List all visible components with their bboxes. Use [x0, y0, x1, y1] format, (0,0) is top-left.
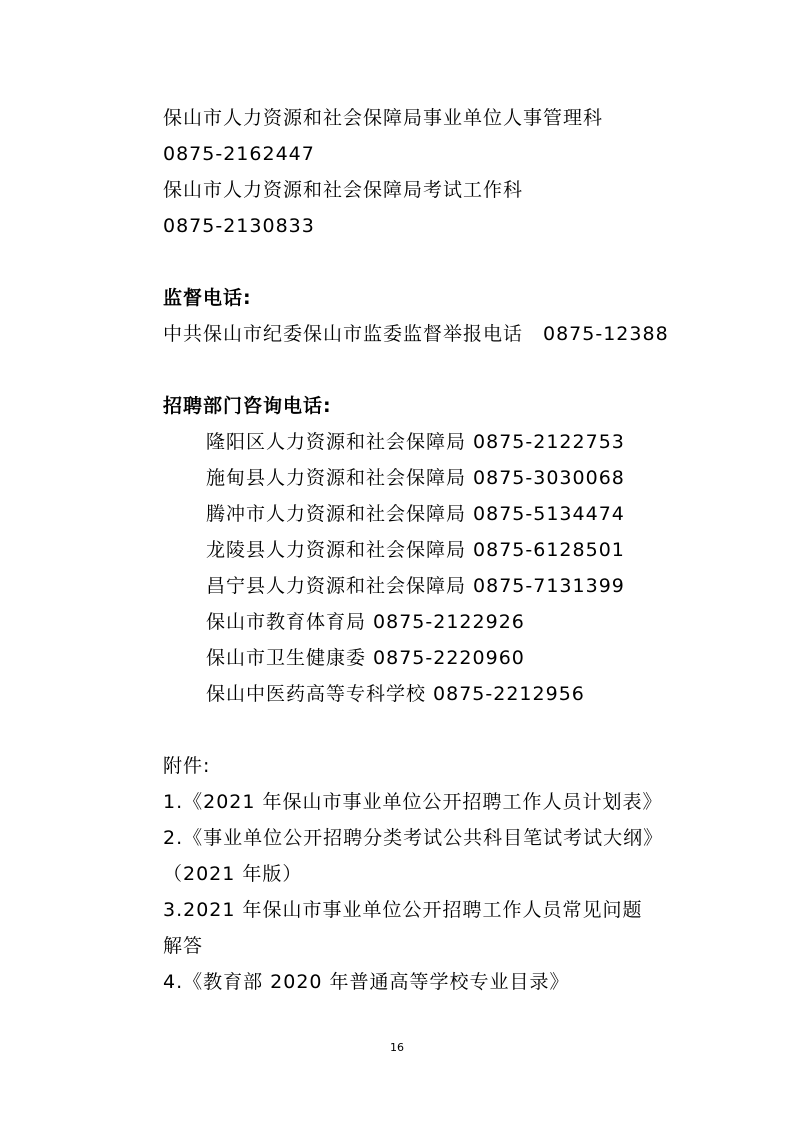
- recruiting-item: 保山市教育体育局 0875-2122926: [206, 611, 525, 633]
- attachment-line: 1.《2021 年保山市事业单位公开招聘工作人员计划表》: [163, 791, 663, 813]
- contact-phone-2: 0875-2130833: [163, 215, 315, 237]
- attachments-heading: 附件:: [163, 755, 211, 777]
- contact-phone-1: 0875-2162447: [163, 143, 315, 165]
- recruiting-heading: 招聘部门咨询电话:: [163, 395, 332, 417]
- recruiting-item: 隆阳区人力资源和社会保障局 0875-2122753: [206, 431, 625, 453]
- recruiting-item: 施甸县人力资源和社会保障局 0875-3030068: [206, 467, 625, 489]
- recruiting-item: 保山市卫生健康委 0875-2220960: [206, 647, 525, 669]
- contact-org-1: 保山市人力资源和社会保障局事业单位人事管理科: [163, 107, 604, 129]
- attachment-line: （2021 年版）: [163, 863, 303, 885]
- recruiting-item: 保山中医药高等专科学校 0875-2212956: [206, 683, 585, 705]
- attachment-line: 解答: [163, 935, 204, 957]
- recruiting-item: 腾冲市人力资源和社会保障局 0875-5134474: [206, 503, 625, 525]
- attachment-line: 2.《事业单位公开招聘分类考试公共科目笔试考试大纲》: [163, 827, 664, 849]
- supervision-text: 中共保山市纪委保山市监委监督举报电话 0875-12388: [163, 323, 669, 345]
- recruiting-item: 昌宁县人力资源和社会保障局 0875-7131399: [206, 575, 625, 597]
- supervision-heading: 监督电话:: [163, 287, 252, 309]
- contact-org-2: 保山市人力资源和社会保障局考试工作科: [163, 179, 524, 201]
- attachment-line: 4.《教育部 2020 年普通高等学校专业目录》: [163, 971, 570, 993]
- recruiting-item: 龙陵县人力资源和社会保障局 0875-6128501: [206, 539, 625, 561]
- page-number: 16: [390, 1041, 404, 1054]
- attachment-line: 3.2021 年保山市事业单位公开招聘工作人员常见问题: [163, 899, 643, 921]
